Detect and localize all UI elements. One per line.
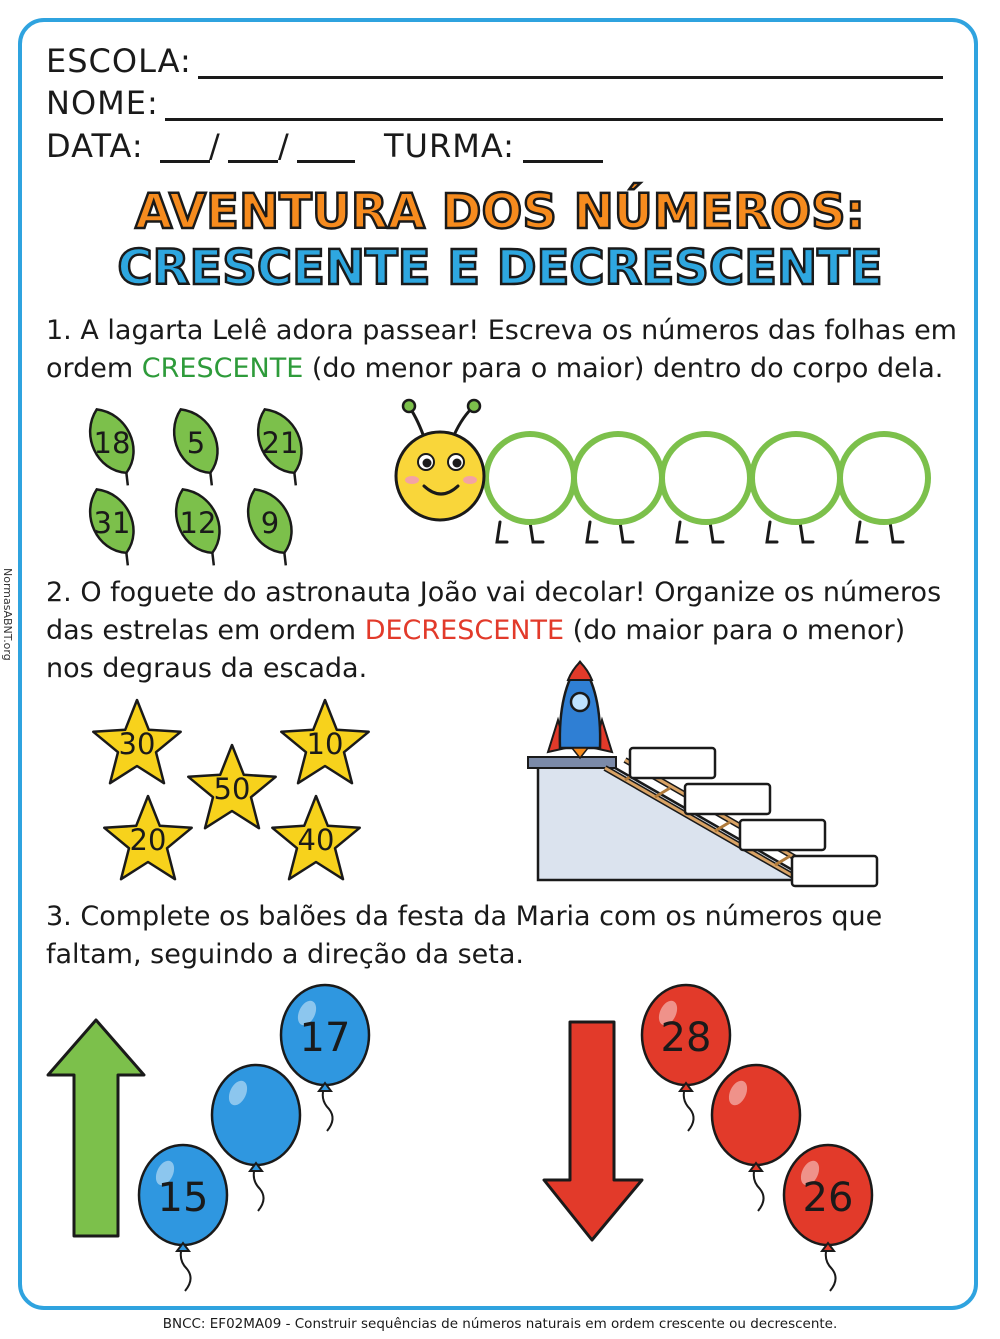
caterpillar-segment-2[interactable] xyxy=(574,434,662,522)
caterpillar xyxy=(396,400,928,542)
q2-text-b: (do maior para o menor) nos degraus da escada. xyxy=(46,615,906,684)
leaves-group xyxy=(79,401,317,572)
up-arrow-icon xyxy=(48,1020,144,1236)
leaf-number: 21 xyxy=(261,426,299,460)
caterpillar-head xyxy=(396,432,484,520)
stars-group xyxy=(93,700,368,879)
title-line-1: AVENTURA DOS NÚMEROS: xyxy=(135,184,865,240)
name-label: NOME: xyxy=(46,84,159,122)
q1-text-b: (do menor para o maior) dentro do corpo dela. xyxy=(303,353,944,384)
leaf-number: 31 xyxy=(93,506,131,540)
class-label: TURMA: xyxy=(384,127,515,165)
star-number: 30 xyxy=(118,727,156,761)
side-credit: NormasABNT.org xyxy=(1,568,14,661)
leaf-number: 5 xyxy=(186,426,206,460)
stair-box-3[interactable] xyxy=(740,820,825,850)
caterpillar-segment-1[interactable] xyxy=(486,434,574,522)
date-slash-2: / xyxy=(278,127,290,165)
balloon-number: 17 xyxy=(299,1015,351,1061)
q2-keyword: DECRESCENTE xyxy=(364,615,565,646)
star-number: 50 xyxy=(213,772,251,806)
date-label: DATA: xyxy=(46,127,144,165)
stair-box-4[interactable] xyxy=(792,856,877,886)
down-arrow-icon xyxy=(544,1022,642,1240)
leaf-number: 9 xyxy=(260,506,280,540)
star-number: 10 xyxy=(306,727,344,761)
red-balloon-3 xyxy=(784,1145,872,1291)
q1-text-a: 1. A lagarta Lelê adora passear! Escreva os números das folhas em ordem xyxy=(46,315,957,384)
caterpillar-segment-3[interactable] xyxy=(662,434,750,522)
star-number: 20 xyxy=(129,823,167,857)
staircase xyxy=(528,748,877,886)
question-2-text xyxy=(46,574,961,688)
balloon-number: 15 xyxy=(157,1175,209,1221)
balloon-number: 28 xyxy=(660,1015,712,1061)
stair-box-1[interactable] xyxy=(630,748,715,778)
date-slash-1: / xyxy=(209,127,221,165)
caterpillar-segments xyxy=(486,434,928,522)
leaf-number: 18 xyxy=(93,426,131,460)
balloons-group xyxy=(139,985,872,1291)
q1-keyword: CRESCENTE xyxy=(141,353,304,384)
question-3-text: 3. Complete os balões da festa da Maria com os números que faltam, seguindo a direção da seta. xyxy=(46,901,883,970)
footer-bncc: BNCC: EF02MA09 - Construir sequências de números naturais em ordem crescente ou decrescente. xyxy=(162,1316,838,1332)
school-label: ESCOLA: xyxy=(46,42,192,80)
q2-text-a: 2. O foguete do astronauta João vai decolar! Organize os números das estrelas em ordem xyxy=(46,577,942,646)
stair-box-2[interactable] xyxy=(685,784,770,814)
blue-balloon-1 xyxy=(139,1145,227,1291)
star-number: 40 xyxy=(297,823,335,857)
title-line-2: CRESCENTE E DECRESCENTE xyxy=(117,240,883,296)
caterpillar-segment-4[interactable] xyxy=(752,434,840,522)
caterpillar-segment-5[interactable] xyxy=(840,434,928,522)
balloon-number: 26 xyxy=(802,1175,854,1221)
leaf-number: 12 xyxy=(179,506,217,540)
